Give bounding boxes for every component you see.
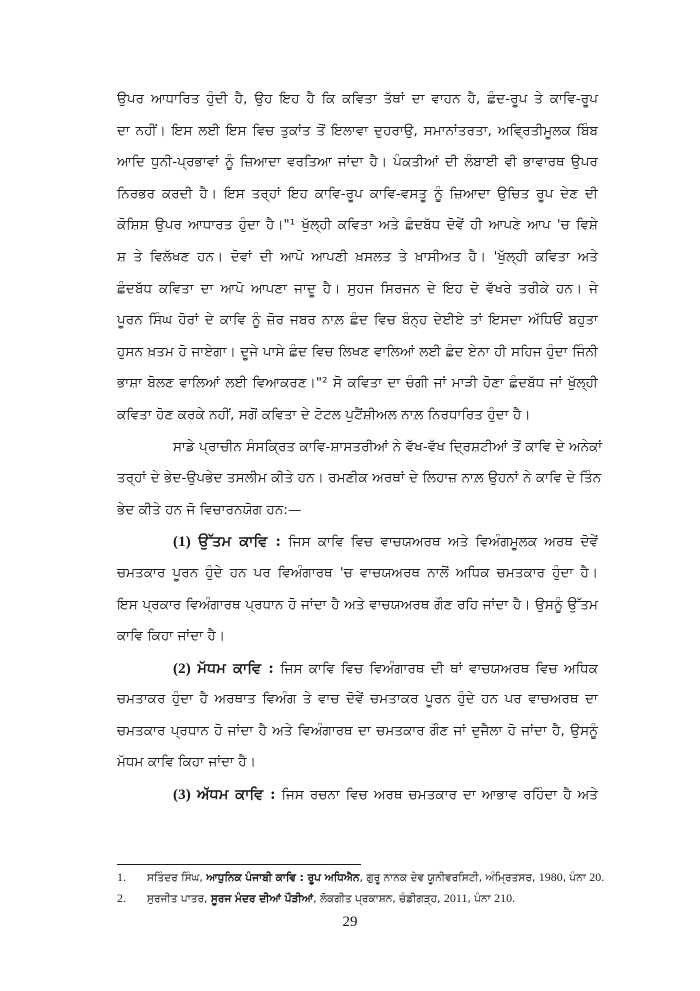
footnote-title: ਸੂਰਜ ਮੰਦਰ ਦੀਆਂ ਪੌੜੀਆਂ [210,892,314,905]
text-line: ਕੋਸ਼ਿਸ਼ ਉਪਰ ਆਧਾਰਤ ਹੁੰਦਾ ਹੈ।"¹ ਖੁੱਲ੍ਹੀ ਕਵਿਤਾ ਅਤੇ ਛੰਦਬੱਧ ਦੋਵੇਂ ਹੀ ਆਪਣੇ ਆਪ 'ਚ ਵਿਸ਼ੇ [117,218,598,234]
footnote-page: 210. [494,890,516,905]
text-line: ਭੇਦ ਕੀਤੇ ਹਨ ਜੋ ਵਿਚਾਰਨਯੋਗ ਹਨ:— [117,502,302,518]
section-text: ਜਿਸ ਕਾਵਿ ਵਿਚ ਵਿਅੰਗਾਰਥ ਦੀ ਥਾਂ ਵਾਚਯਅਰਥ ਵਿਚ ਅਧਿਕ [280,661,598,677]
footnote-publisher: , ਲੋਕਗੀਤ ਪ੍ਰਕਾਸ਼ਨ, ਚੰਡੀਗੜ੍ਹ, [313,892,444,905]
text-line: ਆਦਿ ਧੁਨੀ-ਪ੍ਰਭਾਵਾਂ ਨੂੰ ਜ਼ਿਆਦਾ ਵਰਤਿਆ ਜਾਂਦਾ ਹੈ। ਪੰਕਤੀਆਂ ਦੀ ਲੰਬਾਈ ਵੀ ਭਾਵਾਰਥ ਉਪਰ [117,155,598,171]
paragraph-kavya-types-intro [117,432,603,527]
text-line: ਸਾਡੇ ਪ੍ਰਾਚੀਨ ਸੰਸਕ੍ਰਿਤ ਕਾਵਿ-ਸ਼ਾਸਤਰੀਆਂ ਨੇ ਵੱਖ-ਵੱਖ ਦ੍ਰਿਸ਼ਟੀਆਂ ਤੋਂ ਕਾਵਿ ਦੇ ਅਨੇਕਾਂ [173,439,603,455]
text-line: ਤਰ੍ਹਾਂ ਦੇ ਭੇਦ-ਉਪਭੇਦ ਤਸਲੀਮ ਕੀਤੇ ਹਨ। ਰਮਣੀਕ ਅਰਥਾਂ ਦੇ ਲਿਹਾਜ਼ ਨਾਲ਼ ਉਹਨਾਂ ਨੇ ਕਾਵਿ ਦੇ ਤਿੰਨ [117,471,602,487]
section-text: ਜਿਸ ਰਚਨਾ ਵਿਚ ਅਰਥ ਚਮਤਕਾਰ ਦਾ ਆਭਾਵ ਰਹਿੰਦਾ ਹੈ ਅਤੇ [281,788,598,804]
text-line: ਪੂਰਨ ਸਿੰਘ ਹੋਰਾਂ ਦੇ ਕਾਵਿ ਨੂੰ ਜ਼ੋਰ ਜਬਰ ਨਾਲ਼ ਛੰਦ ਵਿਚ ਬੰਨ੍ਹ ਦੇਈਏ ਤਾਂ ਇਸਦਾ ਅੱਧਿਓਂ ਬਹੁਤਾ [117,313,598,329]
text-line: ਚਮਤਾਕਰ ਹੁੰਦਾ ਹੈ ਅਰਥਾਤ ਵਿਅੰਗ ਤੇ ਵਾਚ ਦੋਵੇਂ ਚਮਤਾਕਰ ਪੂਰਨ ਹੁੰਦੇ ਹਨ ਪਰ ਵਾਚਅਰਥ ਦਾ [117,692,598,708]
section-adham-kavya [117,779,598,811]
section-first-line [117,779,598,811]
body-text [117,84,603,811]
text-line: ਦਾ ਨਹੀਂ। ਇਸ ਲਈ ਇਸ ਵਿਚ ਤੁਕਾਂਤ ਤੋਂ ਇਲਾਵਾ ਦੁਹਰਾਉ, ਸਮਾਨਾਂਤਰਤਾ, ਅਵ੍ਰਿਤੀਮੂਲਕ ਬਿੰਬ [117,123,598,139]
footnote-page: 20. [589,870,605,884]
footnotes [117,868,617,909]
section-first-line [117,526,598,558]
footnote-year: 2011 [443,890,468,905]
section-uttam-kavya [117,526,598,652]
text-line: ਚਮਤਕਾਰ ਪੂਰਨ ਹੁੰਦੇ ਹਨ ਪਰ ਵਿਅੰਗਾਰਥ 'ਚ ਵਾਚਯਅਰਥ ਨਾਲੋਂ ਅਧਿਕ ਚਮਤਕਾਰ ਹੁੰਦਾ ਹੈ। [117,565,598,581]
footnote-title: ਆਧੁਨਿਕ ਪੰਜਾਬੀ ਕਾਵਿ : ਰੂਪ ਅਧਿਐਨ [206,872,360,884]
section-number: (3) [173,787,191,804]
footnote-item [117,868,617,889]
section-heading: ਅੱਧਮ ਕਾਵਿ : [196,786,276,804]
paragraph-continuation [117,84,598,432]
text-line: ਕਾਵਿ ਕਿਹਾ ਜਾਂਦਾ ਹੈ। [117,629,226,645]
section-number: (1) [173,534,191,551]
page-number: 29 [342,914,358,930]
section-madhyam-kavya [117,653,598,779]
text-line: ਕਵਿਤਾ ਹੋਣ ਕਰਕੇ ਨਹੀਂ, ਸਗੋਂ ਕਵਿਤਾ ਦੇ ਟੋਟਲ ਪੁਟੈਂਸ਼ੀਅਲ ਨਾਲ਼ ਨਿਰਧਾਰਿਤ ਹੁੰਦਾ ਹੈ। [117,407,531,423]
text-line: ਮੱਧਮ ਕਾਵਿ ਕਿਹਾ ਜਾਂਦਾ ਹੈ। [117,755,256,771]
text-line: ਉਪਰ ਆਧਾਰਿਤ ਹੁੰਦੀ ਹੈ, ਉਹ ਇਹ ਹੈ ਕਿ ਕਵਿਤਾ ਤੱਥਾਂ ਦਾ ਵਾਹਨ ਹੈ, ਛੰਦ-ਰੂਪ ਤੇ ਕਾਵਿ-ਰੂਪ [117,92,598,107]
section-first-line [117,653,598,685]
text-line: ਚਮਤਕਾਰ ਪ੍ਰਧਾਨ ਹੋ ਜਾਂਦਾ ਹੈ ਅਤੇ ਵਿਅੰਗਾਰਥ ਦਾ ਚਮਤਕਾਰ ਗੌਣ ਜਾਂ ਦੁਜੈਲਾ ਹੋ ਜਾਂਦਾ ਹੈ, ਉਸਨੂੰ [117,723,598,739]
section-heading: ਮੱਧਮ ਕਾਵਿ : [197,659,274,677]
footnote-author: ਸਤਿੰਦਰ ਸਿੰਘ, [147,872,207,884]
text-line: ਨਿਰਭਰ ਕਰਦੀ ਹੈ। ਇਸ ਤਰ੍ਹਾਂ ਇਹ ਕਾਵਿ-ਰੂਪ ਕਾਵਿ-ਵਸਤੂ ਨੂੰ ਜ਼ਿਆਦਾ ਉਚਿਤ ਰੂਪ ਦੇਣ ਦੀ [117,186,598,202]
text-line: ਸ਼ ਤੇ ਵਿਲੱਖਣ ਹਨ। ਦੋਵਾਂ ਦੀ ਆਪੋ ਆਪਣੀ ਖ਼ਸਲਤ ਤੇ ਖ਼ਾਸੀਅਤ ਹੈ। 'ਖੁੱਲ੍ਹੀ ਕਵਿਤਾ ਅਤੇ [117,249,598,265]
text-line: ਛੰਦਬੱਧ ਕਵਿਤਾ ਦਾ ਆਪੋ ਆਪਣਾ ਜਾਦੂ ਹੈ। ਸੁਹਜ ਸਿਰਜਨ ਦੇ ਇਹ ਦੋ ਵੱਖਰੇ ਤਰੀਕੇ ਹਨ। ਜੇ [117,281,598,297]
footnote-year: 1980 [538,870,563,884]
section-number: (2) [173,660,191,677]
footnote-item [117,889,617,910]
text-line: ਹੁਸਨ ਖ਼ਤਮ ਹੋ ਜਾਏਗਾ। ਦੂਜੇ ਪਾਸੇ ਛੰਦ ਵਿਚ ਲਿਖਣ ਵਾਲਿਆਂ ਲਈ ਛੰਦ ਏਨਾ ਹੀ ਸਹਿਜ ਹੁੰਦਾ ਜਿੰਨੀ [117,344,598,360]
footnote-page-label: , ਪੰਨਾ [562,872,590,884]
footnote-number: 2. [117,890,126,905]
section-text: ਜਿਸ ਕਾਵਿ ਵਿਚ ਵਾਚਯਅਰਥ ਅਤੇ ਵਿਅੰਗਮੂਲਕ ਅਰਥ ਦੋਵੇਂ [288,535,598,551]
footnote-number: 1. [117,870,126,884]
text-line: ਇਸ ਪ੍ਰਕਾਰ ਵਿਅੰਗਾਰਥ ਪ੍ਰਧਾਨ ਹੋ ਜਾਂਦਾ ਹੈ ਅਤੇ ਵਾਚਯਅਰਥ ਗੌਣ ਰਹਿ ਜਾਂਦਾ ਹੈ। ਉਸਨੂੰ ਉੱਤਮ [117,597,598,613]
footnote-page-label: , ਪੰਨਾ [467,892,495,905]
footnote-author: ਸੁਰਜੀਤ ਪਾਤਰ, [147,892,211,905]
text-line: ਭਾਸ਼ਾ ਬੋਲਣ ਵਾਲਿਆਂ ਲਈ ਵਿਆਕਰਣ।"² ਸੋ ਕਵਿਤਾ ਦਾ ਚੰਗੀ ਜਾਂ ਮਾੜੀ ਹੋਣਾ ਛੰਦਬੱਧ ਜਾਂ ਖੁੱਲ੍ਹੀ [117,376,598,392]
section-heading: ਉੱਤਮ ਕਾਵਿ : [198,533,282,551]
footnote-divider [117,864,361,865]
footnote-publisher: , ਗੁਰੂ ਨਾਨਕ ਦੇਵ ਯੂਨੀਵਰਸਿਟੀ, ਅੰਮ੍ਰਿਤਸਰ, [359,872,539,884]
